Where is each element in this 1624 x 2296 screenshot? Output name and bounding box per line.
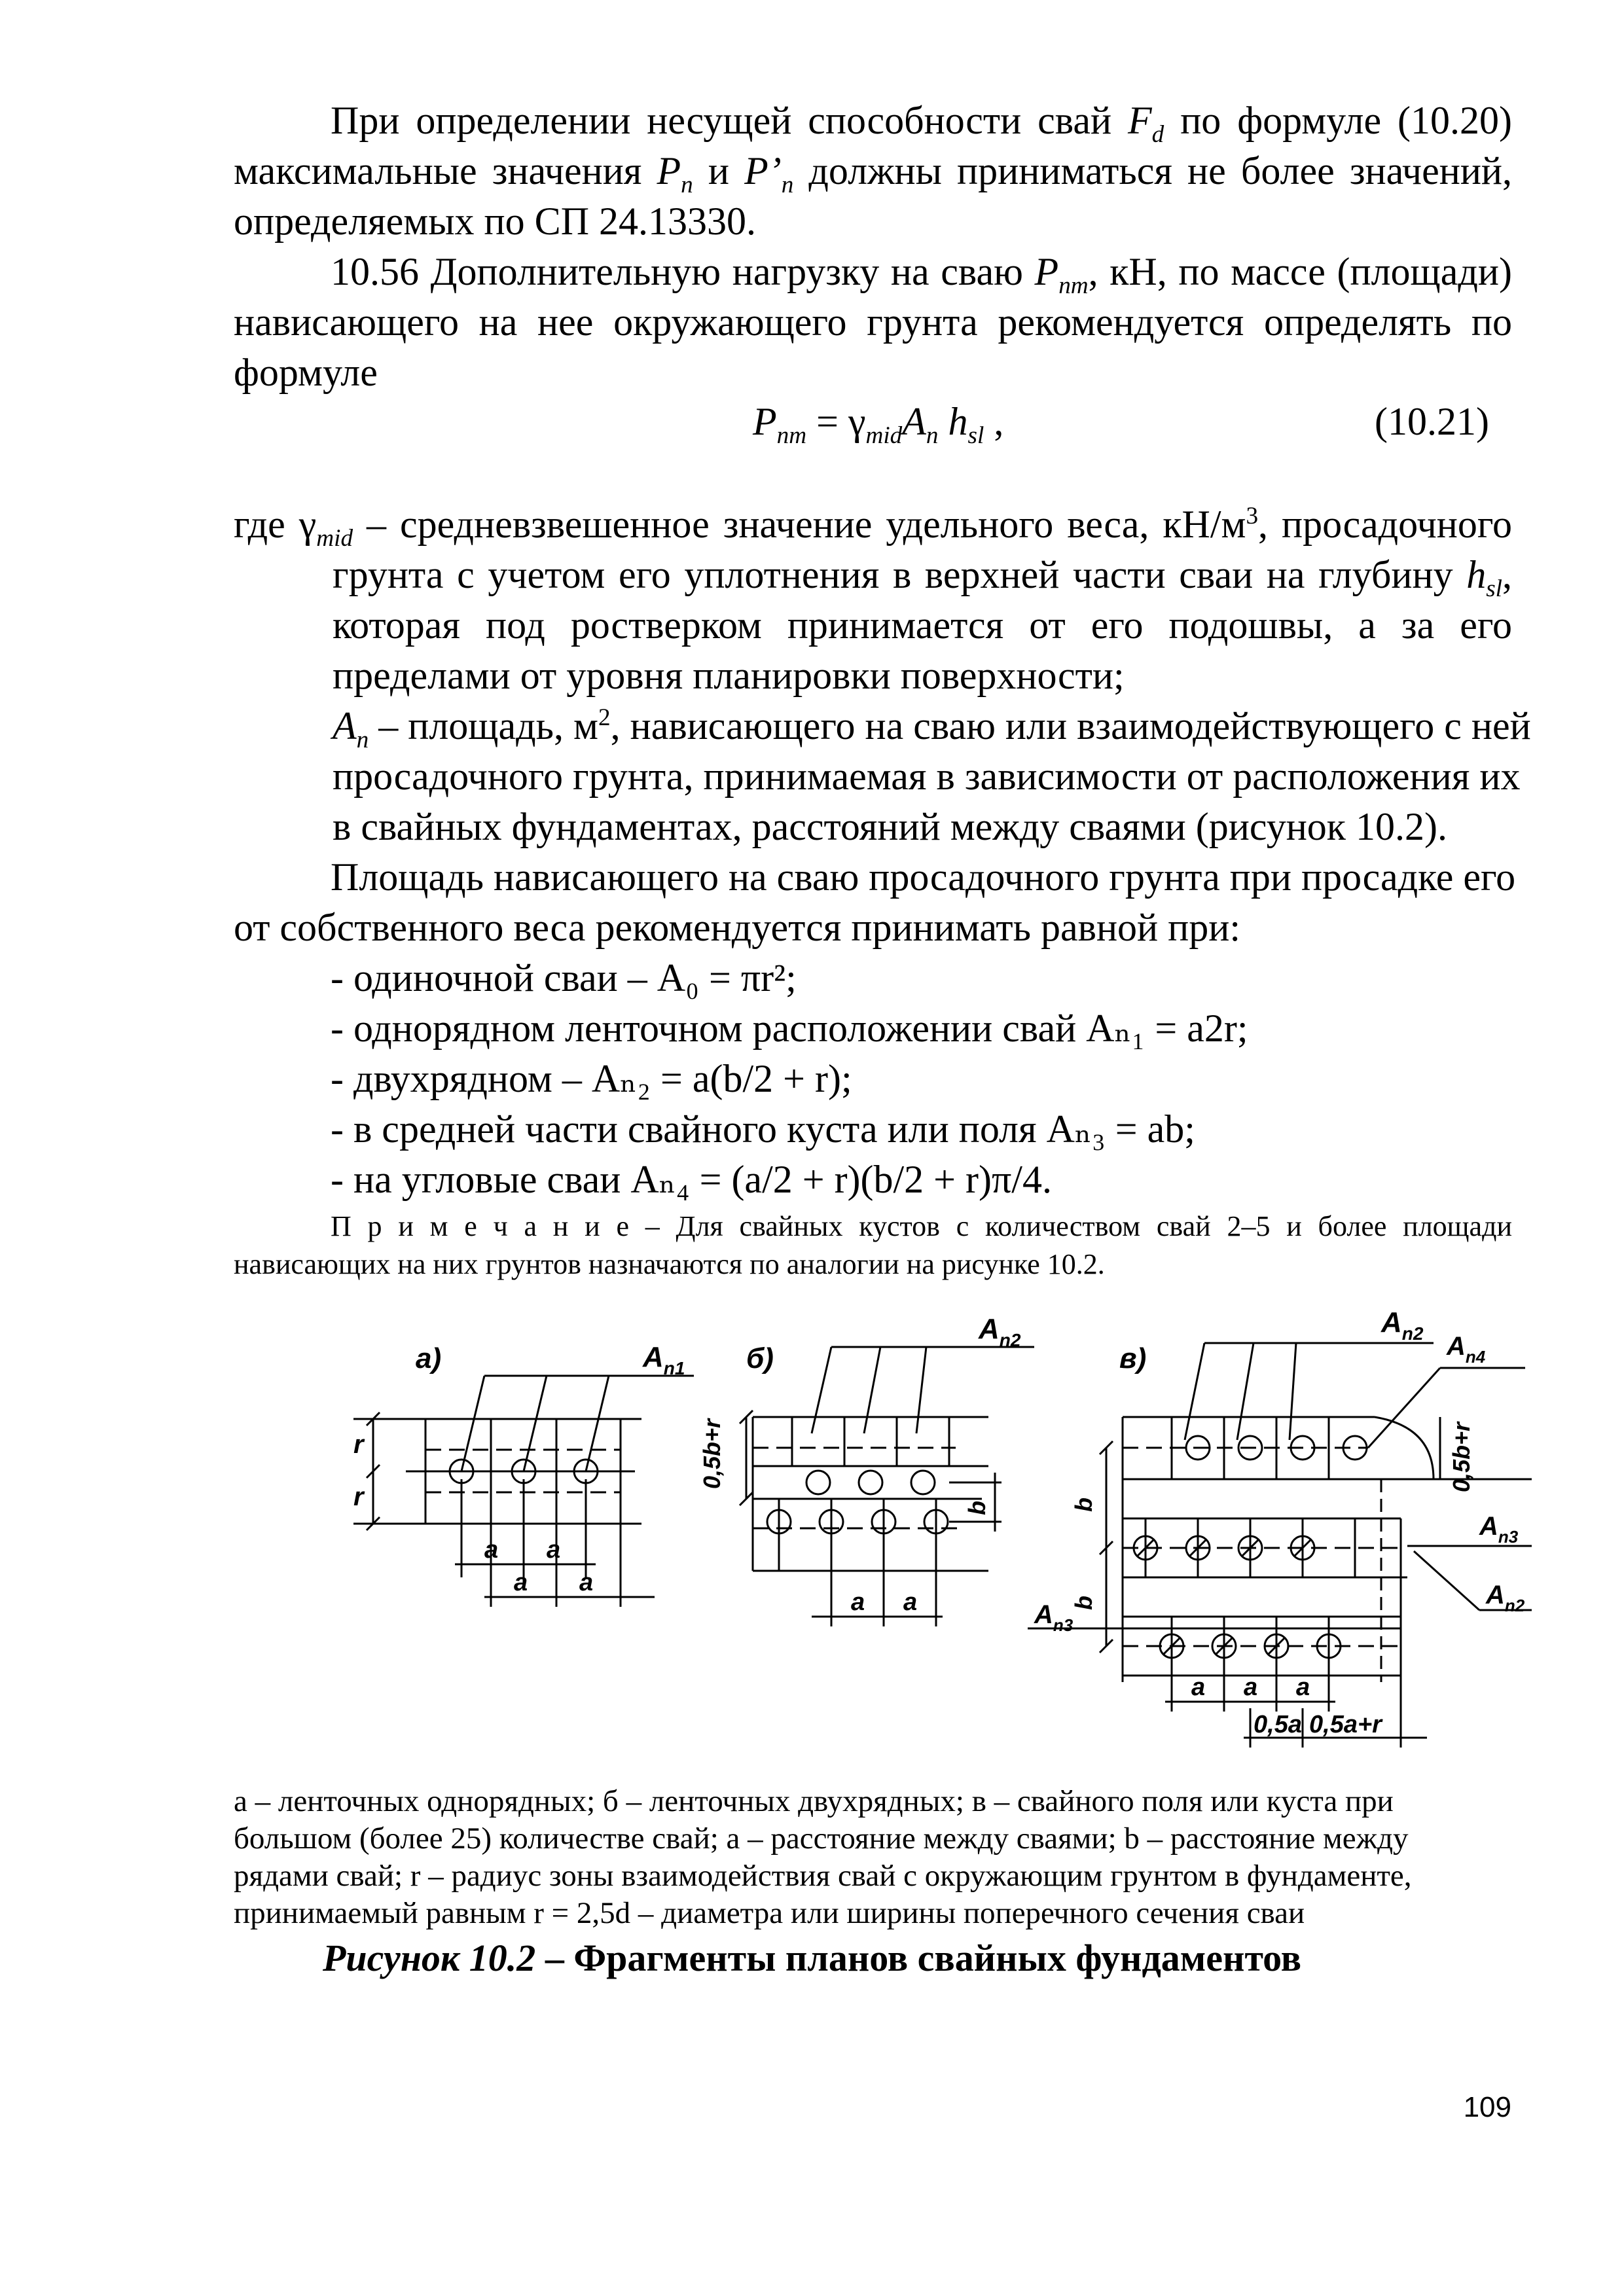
dim-0.5b-r: 0,5b+r	[698, 1418, 725, 1489]
panel-b	[698, 1313, 1034, 1626]
panel-b-label: б)	[746, 1342, 774, 1374]
list-item: - двухрядном – Aₙ₂ = a(b/2 + r);	[331, 1057, 852, 1100]
paragraph-line: максимальные значения $P_n$ и $P’_n$ должны приниматься не более значений,	[234, 149, 1513, 198]
label-an3-left: $A_{n3}$	[1034, 1600, 1074, 1635]
figure-caption-line: а – ленточных однорядных; б – ленточных двухрядных; в – свайного поля или куста при	[234, 1784, 1394, 1818]
page-number: 109	[1463, 2091, 1511, 2123]
pile-foundation-figure	[327, 1302, 1558, 1767]
dim-b: b	[1070, 1498, 1097, 1512]
panel-v-label: в)	[1119, 1342, 1147, 1374]
dim-a: a	[514, 1569, 528, 1596]
dim-a: a	[547, 1536, 561, 1564]
definition-line: грунта с учетом его уплотнения в верхней части сваи на глубину $h_{sl}$,	[333, 553, 1512, 602]
figure-title: Рисунок 10.2 – Фрагменты планов свайных фундаментов	[322, 1937, 1302, 1979]
definition-line: которая под ростверком принимается от его подошвы, а за его	[333, 603, 1512, 647]
dim-0.5a: 0,5a	[1254, 1711, 1302, 1738]
dim-b: b	[964, 1501, 990, 1515]
definition-line: в свайных фундаментах, расстояний между сваями (рисунок 10.2).	[333, 805, 1447, 848]
definition-line: просадочного грунта, принимаемая в зависимости от расположения их	[333, 755, 1521, 798]
definition-line: где $\gamma_{mid}$ – средневзвешенное значение удельного веса, $кН/м^3$, просадочного	[234, 503, 1512, 552]
paragraph-line: 10.56 Дополнительную нагрузку на сваю $P_{nm}$, кН, по массе (площади)	[331, 250, 1513, 299]
dim-a: a	[579, 1569, 594, 1596]
figure-caption-line: принимаемый равным r = 2,5d – диаметра или ширины поперечного сечения сваи	[234, 1896, 1305, 1930]
list-item: - в средней части свайного куста или поля Aₙ₃ = ab;	[331, 1107, 1195, 1151]
paragraph-line: определяемых по СП 24.13330.	[234, 200, 757, 243]
list-item: - на угловые сваи Aₙ₄ = (a/2 + r)(b/2 + r)π/4.	[331, 1158, 1052, 1201]
label-an2-right: $A_{n2}$	[1486, 1581, 1525, 1615]
label-an2: $A_{n2}$	[1381, 1306, 1424, 1344]
dim-a: a	[851, 1588, 865, 1616]
definition-line: $A_n$ – площадь, $м^2$, нависающего на сваю или взаимодействующего с ней	[333, 704, 1531, 753]
dim-a: a	[484, 1536, 499, 1564]
list-item: - однорядном ленточном расположении свай Aₙ₁ = a2r;	[331, 1007, 1248, 1050]
label-an1: $A_{n1}$	[643, 1341, 685, 1378]
formula: $P_{nm} = \gamma_{mid}A_n$ $h_{sl}$ ,	[753, 400, 1004, 449]
dim-a: a	[1191, 1674, 1206, 1701]
figure-caption-line: большом (более 25) количестве свай; a – расстояние между сваями; b – расстояние между	[234, 1821, 1409, 1856]
panel-v	[1028, 1306, 1532, 1748]
dim-a: a	[1244, 1674, 1258, 1701]
paragraph-line: При определении несущей способности свай $F_d$ по формуле (10.20)	[331, 99, 1512, 148]
dim-r: r	[353, 1482, 364, 1511]
figure-caption-line: рядами свай; r – радиус зоны взаимодействия свай с окружающим грунтом в фундаменте,	[234, 1859, 1412, 1893]
label-an4: $A_{n4}$	[1447, 1332, 1486, 1367]
note-line: нависающих на них грунтов назначаются по аналогии на рисунке 10.2.	[234, 1248, 1105, 1280]
definition-line: пределами от уровня планировки поверхности;	[333, 654, 1125, 697]
dim-a: a	[1296, 1674, 1310, 1701]
paragraph-line: нависающего на нее окружающего грунта рекомендуется определять по	[234, 300, 1512, 344]
dim-a: a	[903, 1588, 918, 1616]
list-item: - одиночной сваи – A₀ = πr²;	[331, 956, 797, 999]
panel-a	[353, 1341, 694, 1607]
dim-0.5a-r: 0,5a+r	[1309, 1711, 1382, 1738]
paragraph-line: Площадь нависающего на сваю просадочного грунта при просадке его	[331, 855, 1516, 899]
formula-number: (10.21)	[1375, 400, 1489, 443]
dim-0.5b-r: 0,5b+r	[1448, 1422, 1475, 1492]
paragraph-line: от собственного веса рекомендуется принимать равной при:	[234, 906, 1241, 949]
label-an2: $A_{n2}$	[979, 1313, 1021, 1350]
paragraph-line: формуле	[234, 351, 378, 394]
dim-r: r	[353, 1430, 364, 1459]
note-line: П р и м е ч а н и е – Для свайных кустов с количеством свай 2–5 и более площади	[331, 1210, 1512, 1242]
panel-a-label: а)	[416, 1342, 442, 1374]
dim-b: b	[1070, 1596, 1097, 1610]
label-an3: $A_{n3}$	[1479, 1512, 1519, 1547]
